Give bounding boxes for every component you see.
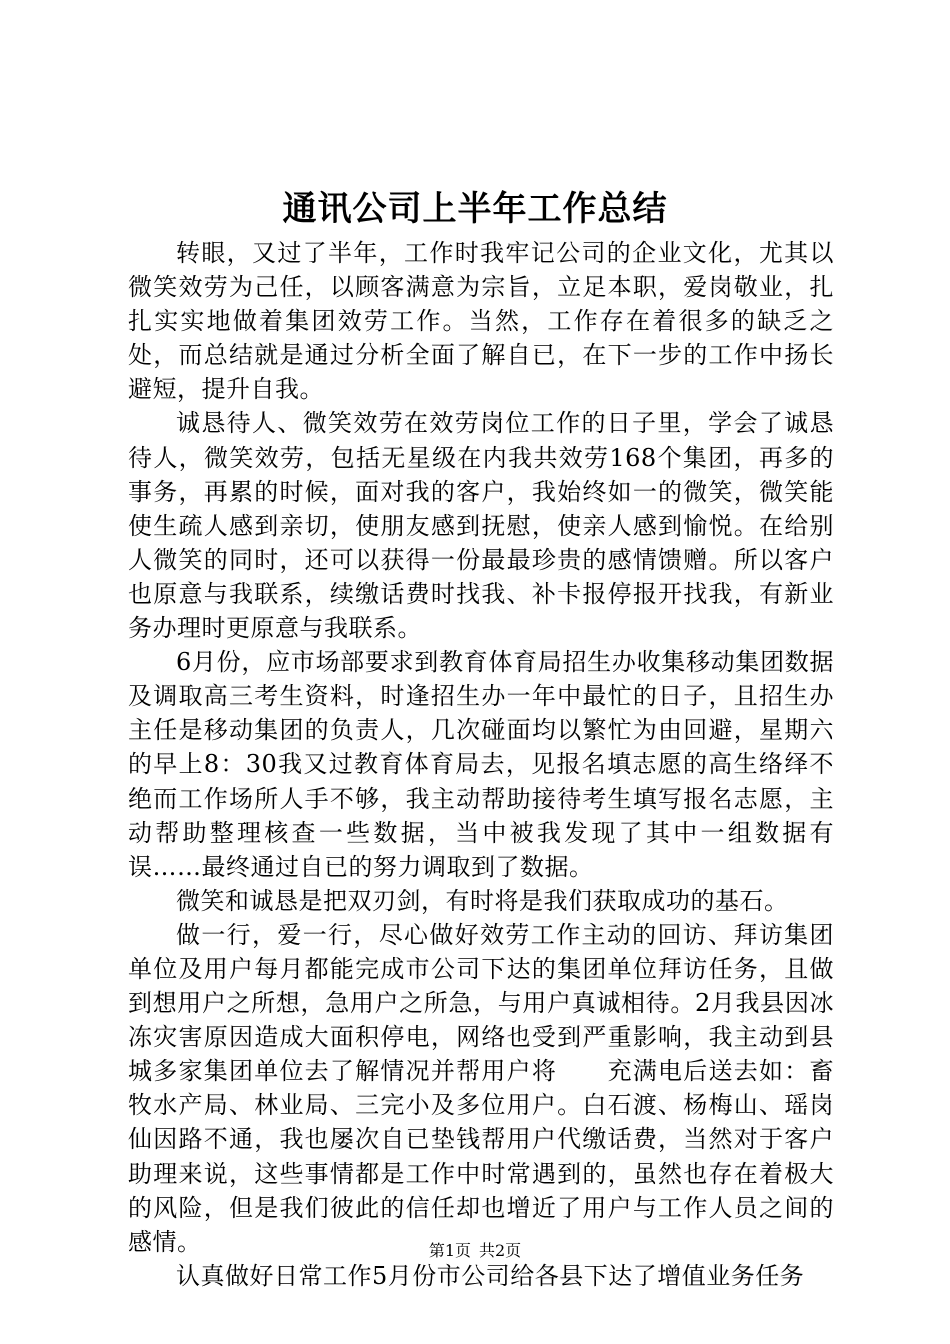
paragraph-intro: 转眼，又过了半年，工作时我牢记公司的企业文化，尤其以微笑效劳为己任，以顾客满意为宗旨，立足本职，爱岗敬业，扎扎实实地做着集团效劳工作。当然，工作存在着很多的缺乏之处，而总结就是通过分析全面了解自已，在下一步的工作中扬长避短，提升自我。 — [128, 239, 834, 404]
paragraph-june: 6月份，应市场部要求到教育体育局招生办收集移动集团数据及调取高三考生资料，时逢招生办一年中最忙的日子，且招生办主任是移动集团的负责人，几次碰面均以繁忙为由回避，星期六的早上8：30我又过教育体育局去，见报名填志愿的高生络绎不绝而工作场所人手不够，我主动帮助接待考生填写报名志愿，主动帮助整理核查一些数据，当中被我发现了其中一组数据有误……最终通过自已的努力调取到了数据。 — [128, 648, 834, 881]
document-body — [128, 236, 834, 1293]
document-title: 通讯公司上半年工作总结 — [282, 189, 668, 229]
page-number: 第1页 — [428, 1241, 471, 1260]
page-total: 共2页 — [479, 1241, 522, 1260]
paragraph-daily-work: 认真做好日常工作5月份市公司给各县下达了增值业务任务 — [176, 1261, 805, 1290]
paragraph-sincerity: 诚恳待人、微笑效劳在效劳岗位工作的日子里，学会了诚恳待人，微笑效劳，包括无星级在内我共效劳168个集团，再多的事务，再累的时候，面对我的客户，我始终如一的微笑，微笑能使生疏人感到亲切，使朋友感到抚慰，使亲人感到愉悦。在给别人微笑的同时，还可以获得一份最最珍贵的感情馈赠。所以客户也原意与我联系，续缴话费时找我、补卡报停报开找我，有新业务办理时更原意与我联系。 — [128, 409, 834, 643]
paragraph-visits: 做一行，爱一行，尽心做好效劳工作主动的回访、拜访集团单位及用户每月都能完成市公司下达的集团单位拜访任务，且做到想用户之所想，急用户之所急，与用户真诚相待。2月我县因冰冻灾害原因造成大面积停电，网络也受到严重影响，我主动到县城多家集团单位去了解情况并帮用户将 充满电后送去如：畜牧水产局、林业局、三完小及多位用户。白石渡、杨梅山、瑶岗仙因路不通，我也屡次自已垫钱帮用户代缴话费，当然对于客户助理来说，这些事情都是工作中时常遇到的，虽然也存在着极大的风险，但是我们彼此的信任却也增近了用户与工作人员之间的感情。 — [128, 920, 834, 1256]
paragraph-smile: 微笑和诚恳是把双刃剑，有时将是我们获取成功的基石。 — [176, 886, 789, 915]
page-footer — [0, 1240, 950, 1262]
